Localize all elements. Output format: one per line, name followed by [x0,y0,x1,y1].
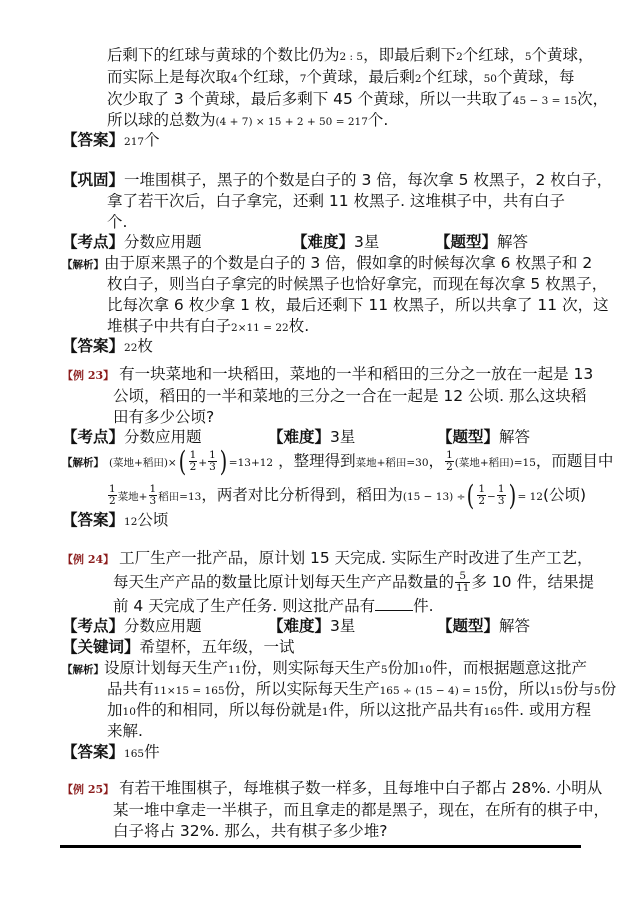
meta-line: 【考点】分数应用题 [62,233,202,251]
answer-line: 【答案】165件 [62,743,160,761]
meta-line: 【题型】解答 [435,233,529,251]
solution-line: 【解析】由于原来黑子的个数是白子的 3 倍，假如拿的时候每次拿 6 枚黑子和 2 [62,254,593,272]
answer-line: 【答案】22枚 [62,337,153,355]
answer-line: 【答案】12公顷 [62,511,169,529]
meta-line: 【题型】解答 [437,617,531,635]
paragraph-line: 次少取了 3 个黄球，最后多剩下 45 个黄球，所以一共取了45 − 3 = 15次， [107,90,609,108]
problem-line: 【例 23】 有一块菜地和一块稻田，菜地的一半和稻田的三分之一放在一起是 13 [62,365,594,383]
example-label: 【例 23】 [62,369,115,382]
problem-line: 【例 25】 有若干堆围棋子，每堆棋子数一样多，且每堆中白子都占 28%. 小明从 [62,779,603,797]
gonggu-label: 【巩固】 [62,171,125,189]
meta-line: 【考点】分数应用题 [62,428,202,446]
meta-line: 【难度】3星 [268,428,356,446]
meta-line: 【考点】分数应用题 [62,617,202,635]
paragraph-line: 所以球的总数为(4 + 7) × 15 + 2 + 50 = 217个. [107,111,389,129]
meta-line: 【难度】3星 [268,617,356,635]
problem-line: 【巩固】一堆围棋子，黑子的个数是白子的 3 倍，每次拿 5 枚黑子，2 枚白子， [62,171,613,189]
solution-line: $\frac{1}{2}$ 菜地+ $\frac{1}{3}$ 稻田=13，两者对比分析得到，稻田为(15 − 13) ÷( $\frac{1}{2}$ − $\frac{1}{3}$ ) = 12(公顷) [109,478,587,512]
problem-line: 每天生产产品的数量比原计划每天生产产品数量的 $\frac{5}{11}$ 多 10 件，结果提 [113,570,594,594]
keyword-line: 【关键词】希望杯，五年级，一试 [62,638,295,656]
problem-line: 个. [107,213,128,231]
answer-blank [375,596,413,611]
example-label: 【例 24】 [62,553,115,566]
problem-line: 公顷，稻田的一半和菜地的三分之一合在一起是 12 公顷. 那么这块稻 [113,387,587,405]
problem-line: 某一堆中拿走一半棋子，而且拿走的都是黑子，现在，在所有的棋子中， [113,801,610,819]
problem-line: 【例 24】 工厂生产一批产品，原计划 15 天完成. 实际生产时改进了生产工艺， [62,549,593,567]
footer-rule [60,845,581,848]
solution-line: 【解析】 (菜地+稻田)×( $\frac{1}{2}$ + $\frac{1}{3}$ ) =13+12 ，整理得到菜地+稻田=30， $\frac{1}{2}$ (菜地+稻田)=15，而题目中 [62,444,614,478]
paragraph-line: 而实际上是每次取4个红球，7个黄球，最后剩2个红球，50个黄球，每 [107,68,575,86]
problem-line: 拿了若干次后，白子拿完，还剩 11 枚黑子. 这堆棋子中，共有白子 [107,192,565,210]
solution-line: 品共有11×15 = 165份，所以实际每天生产165 ÷ (15 − 4) = 15份，所以15份与5份 [107,680,617,698]
solution-line: 来解. [107,722,143,740]
solution-line: 堆棋子中共有白子2×11 = 22枚. [107,317,310,335]
solution-line: 枚白子，则当白子拿完的时候黑子也恰好拿完，而现在每次拿 5 枚黑子， [107,275,608,293]
solution-line: 加10件的和相同，所以每份就是1件，所以这批产品共有165件. 或用方程 [107,701,592,719]
problem-line: 白子将占 32%. 那么，共有棋子多少堆? [113,822,388,840]
meta-line: 【题型】解答 [437,428,531,446]
meta-line: 【难度】3星 [292,233,380,251]
paragraph-line: 后剩下的红球与黄球的个数比仍为2 : 5，即最后剩下2个红球，5个黄球， [107,46,594,64]
solution-line: 比每次拿 6 枚少拿 1 枚，最后还剩下 11 枚黑子，所以共拿了 11 次，这 [107,296,609,314]
solution-line: 【解析】设原计划每天生产11份，则实际每天生产5份加10件，而根据题意这批产 [62,659,587,677]
answer-line: 【答案】217个 [62,131,160,149]
example-label: 【例 25】 [62,783,115,796]
problem-line: 前 4 天完成了生产任务. 则这批产品有 件. [113,597,434,615]
problem-line: 田有多少公顷? [113,408,215,426]
